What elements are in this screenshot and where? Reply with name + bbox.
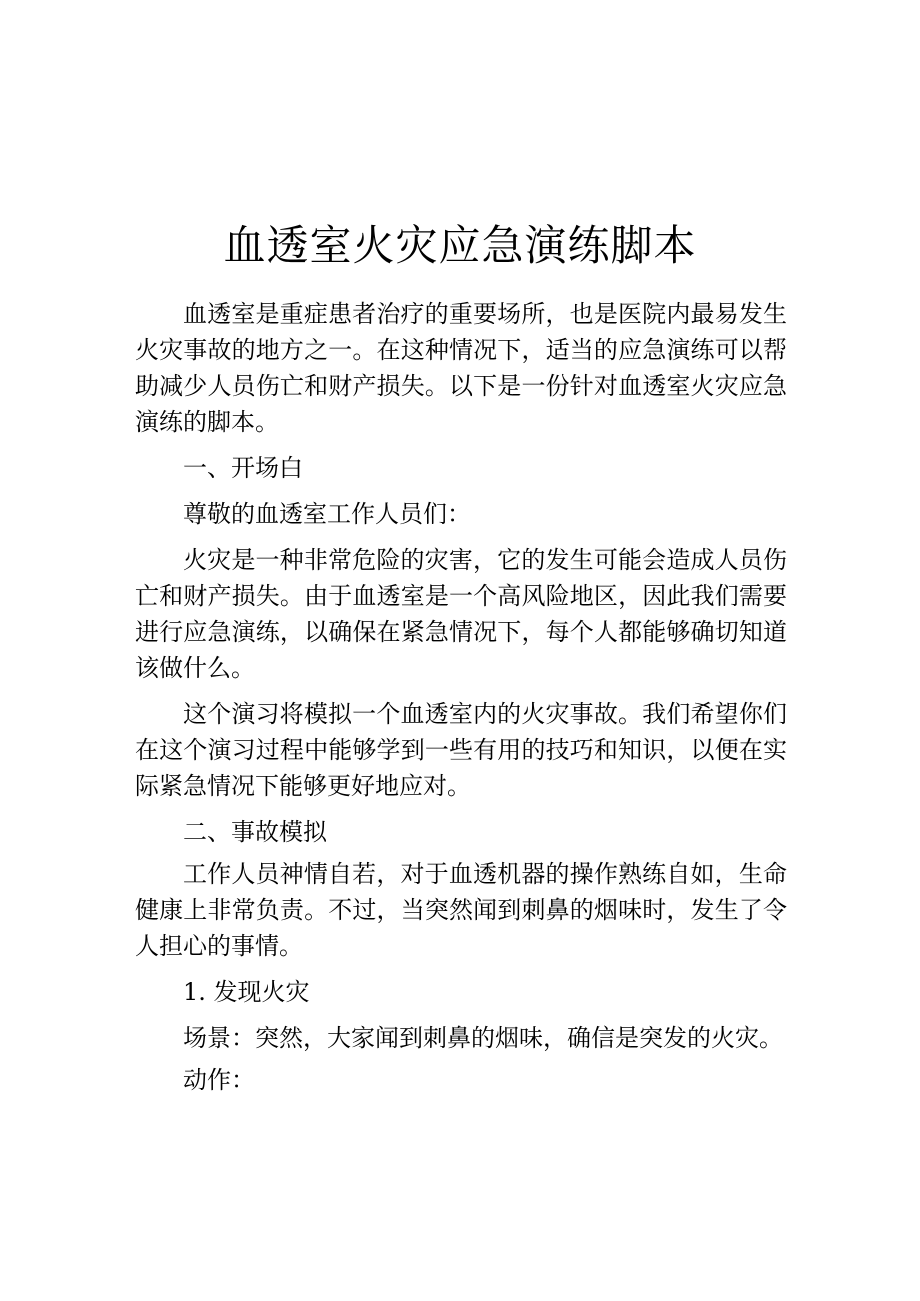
paragraph-intro: 血透室是重症患者治疗的重要场所，也是医院内最易发生火灾事故的地方之一。在这种情况下，适当的应急演练可以帮助减少人员伤亡和财产损失。以下是一份针对血透室火灾应急演练的脚本。 xyxy=(135,300,787,436)
heading-opening: 一、开场白 xyxy=(183,454,303,482)
paragraph-drill-purpose: 这个演习将模拟一个血透室内的火灾事故。我们希望你们在这个演习过程中能够学到一些有用的技巧和知识，以便在实际紧急情况下能够更好地应对。 xyxy=(135,700,787,800)
paragraph-fire-danger: 火灾是一种非常危险的灾害，它的发生可能会造成人员伤亡和财产损失。由于血透室是一个高风险地区，因此我们需要进行应急演练，以确保在紧急情况下，每个人都能够确切知道该做什么。 xyxy=(135,546,787,682)
paragraph-scenario-setup: 工作人员神情自若，对于血透机器的操作熟练自如，生命健康上非常负责。不过，当突然闻到刺鼻的烟味时，发生了令人担心的事情。 xyxy=(135,860,787,960)
paragraph-scene: 场景：突然，大家闻到刺鼻的烟味，确信是突发的火灾。 xyxy=(183,1024,783,1052)
paragraph-salutation: 尊敬的血透室工作人员们： xyxy=(183,500,471,528)
document-title: 血透室火灾应急演练脚本 xyxy=(223,221,697,270)
document-body xyxy=(135,296,787,1098)
paragraph-action-label: 动作： xyxy=(183,1066,255,1094)
heading-simulation: 二、事故模拟 xyxy=(183,818,327,846)
heading-discover-fire: 1. 发现火灾 xyxy=(183,978,310,1006)
